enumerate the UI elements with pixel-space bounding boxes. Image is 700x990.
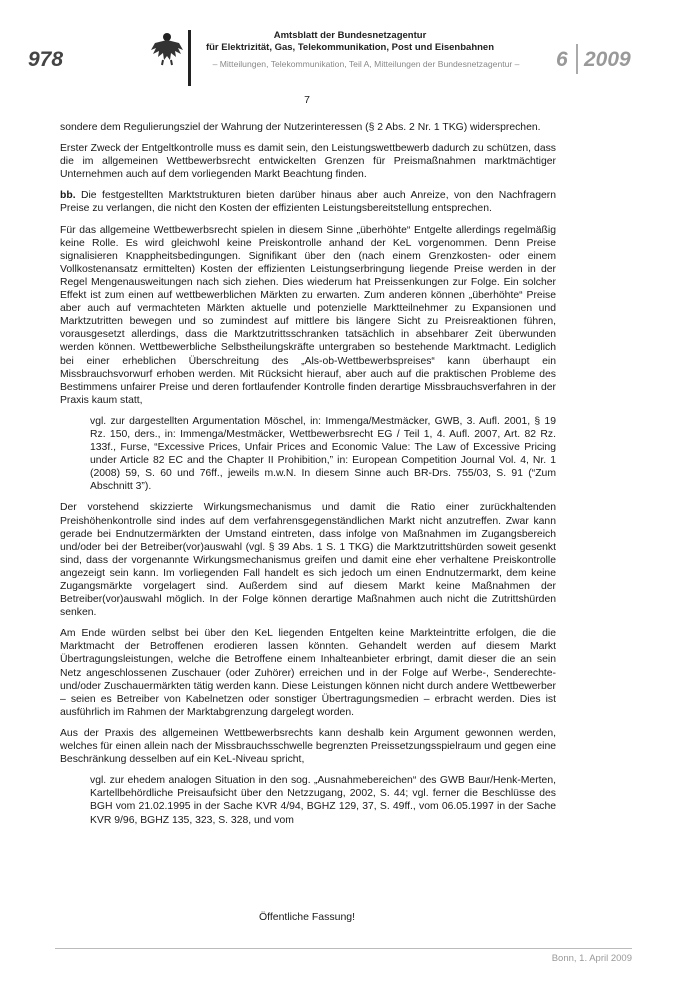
- citation-block: vgl. zur ehedem analogen Situation in den sog. „Ausnahmebereichen“ des GWB Baur/Henk-Merten, Kartellbehördliche Preisaufsicht über den Netzzugang, 2002, S. 44; vgl. ferner die Beschlüsse des BGH vom 21.02.1995 in der Sache KVR 4/94, BGHZ 129, 37, S. 49ff., vom 06.05.1997 in der Sache KVR 9/96, BGHZ 135, 323, S. 328, und vom: [90, 775, 556, 826]
- section-number: 7: [304, 94, 310, 106]
- journal-subtitle: – Mitteilungen, Telekommunikation, Teil A, Mitteilungen der Bundesnetzagentur –: [212, 59, 520, 69]
- issue-number: 6: [556, 48, 568, 71]
- paragraph-lead: bb.: [60, 190, 76, 202]
- citation-block: vgl. zur dargestellten Argumentation Möschel, in: Immenga/Mestmäcker, GWB, 3. Aufl. 2001, § 19 Rz. 150, ders., in: Immenga/Mestmäcker, Wettbewerbsrecht EG / Teil 1, 4. Aufl. 2007, Art. 82 Rz. 133f., Furse, “Excessive Prices, Unfair Prices and Economic Value: The Law of Excessive Pricing under Article 82 EC and the Chapter II Prohibition,” in: European Competition Journal Vol. 4, Nr. 1 (2008) 59, S. 60 und 76ff., jeweils m.w.N. In diesem Sinne auch BR-Drs. 755/03, S. 91 (“Zum Abschnitt 3”).: [90, 415, 556, 493]
- paragraph: Erster Zweck der Entgeltkontrolle muss es damit sein, den Leistungswettbewerb dadurch zu schützen, dass die im allgemeinen Wettbewerbsrecht entwickelten Grenzen für Preismaßnahmen marktmächtiger Unternehmen auch auf dem vorliegenden Markt Beachtung finden.: [60, 143, 556, 181]
- footer-date: Bonn, 1. April 2009: [551, 953, 632, 964]
- page-number: 978: [28, 48, 64, 71]
- paragraph: [60, 189, 556, 215]
- paragraph: Für das allgemeine Wettbewerbsrecht spielen in diesem Sinne „überhöhte“ Entgelte allerdings regelmäßig keine Rolle. Es wird gleichwohl keine Preiskontrolle anhand der KeL vorgenommen. Denn Preise signalisieren Knappheitsbedingungen. Signifikant über den (nach einem Grenzkosten- oder einem Vollkostenansatz ermittelten) Kosten der effizienten Leistungserbringung liegende Preise werden in der Regel Mengenausweitungen nach sich ziehen. Dies wiederum hat Preissenkungen zur Folge. Ein solcher Effekt ist zum einen auf wettbewerblichen Märkten zu erwarten. Zum anderen können „überhöhte“ Preise aber auch auf vermachteten Märkten aktuelle und potenzielle Marktteilnehmer zu Expansionen und Marktzutritten bewegen und so zumindest auf mittlere bis längere Sicht zu Preisreaktionen führen, vorausgesetzt allerdings, dass die Marktzutrittsschranken tatsächlich in absehbarer Zeit überwunden werden können. Wettbewerbliche Selbstheilungskräfte untergraben so bestehende Marktmacht. Lediglich bei einer erheblichen Überschreitung des „Als-ob-Wettbewerbspreises“ kann überhaupt ein Missbrauchsvorwurf erhoben werden. Mit Rücksicht hierauf, aber auch auf die praktischen Probleme des Bestimmens unfairer Preise und deren fortlaufender Kontrolle finden derartige Missbrauchsverfahren in der Praxis kaum statt,: [60, 224, 556, 406]
- paragraph: Der vorstehend skizzierte Wirkungsmechanismus und damit die Ratio einer zurückhaltenden Preishöhenkontrolle sind indes auf dem verfahrensgegenständlichen Markt nicht anzutreffen. Zwar kann gerade bei Endnutzermärkten der Umstand eintreten, dass infolge von Maßnahmen im Zugangsbereich und/oder bei der Betreiber(vor)auswahl (vgl. § 39 Abs. 1 S. 1 TKG) die Marktzutrittshürden soweit gesenkt sind, dass der vorgenannte Wirkungsmechanismus greifen und damit eine eher verhaltene Preiskontrolle angezeigt sein kann. Im vorliegenden Fall handelt es sich jedoch um einen Endnutzermarkt, dem keine Zugangsmärkte vorgelagert sind. Außerdem sind auf diesem Markt keine Maßnahmen der Betreiber(vor)auswahl möglich. In der Folge können derartige Maßnahmen auch nicht die Zutrittshürden senken.: [60, 502, 556, 619]
- public-version-note: Öffentliche Fassung!: [258, 911, 356, 923]
- issue-year: 2009: [584, 48, 631, 71]
- paragraph: Aus der Praxis des allgemeinen Wettbewerbsrechts kann deshalb kein Argument gewonnen werden, welches für einen allein nach der Missbrauchsschwelle begrenzten Preissetzungsspielraum und gegen eine Beschränkung desselben auf ein KeL-Niveau spricht,: [60, 727, 556, 766]
- federal-eagle-icon: [150, 30, 184, 66]
- paragraph: sondere dem Regulierungsziel der Wahrung der Nutzerinteressen (§ 2 Abs. 2 Nr. 1 TKG) widersprechen.: [60, 122, 541, 133]
- issue-divider: [576, 44, 578, 74]
- footer-divider: [55, 948, 632, 949]
- paragraph-text: Die festgestellten Marktstrukturen bieten darüber hinaus aber auch Anreize, von den Nachfragern Preise zu verlangen, die nicht den Kosten der effizienten Leistungsbereitstellung entsprechen.: [60, 190, 556, 215]
- journal-title: [190, 30, 510, 54]
- body-text: [60, 121, 556, 835]
- journal-title-line2: für Elektrizität, Gas, Telekommunikation, Post und Eisenbahnen: [205, 42, 495, 53]
- paragraph: Am Ende würden selbst bei über den KeL liegenden Entgelten keine Markteintritte erfolgen, die die Marktmacht der Betroffenen erodieren lassen könnten. Gehandelt werden auf diesem Markt Übertragungsleistungen, welche die Betroffene einem Inhalteanbieter erbringt, damit dieser die an sein Netz angeschlossenen Zuschauer (oder Zuhörer) erreichen und in der Folge auf Werbe-, Senderechte- und/oder Zuschauermärkten tätig werden kann. Diese Leistungen können nicht durch andere Wettbewerber – seien es Betreiber von Kabelnetzen oder sonstiger Übertragungsmedien – erbracht werden. Dies ist ausführlich im Rahmen der Marktabgrenzung dargelegt worden.: [60, 628, 556, 718]
- journal-title-line1: Amtsblatt der Bundesnetzagentur: [273, 30, 427, 41]
